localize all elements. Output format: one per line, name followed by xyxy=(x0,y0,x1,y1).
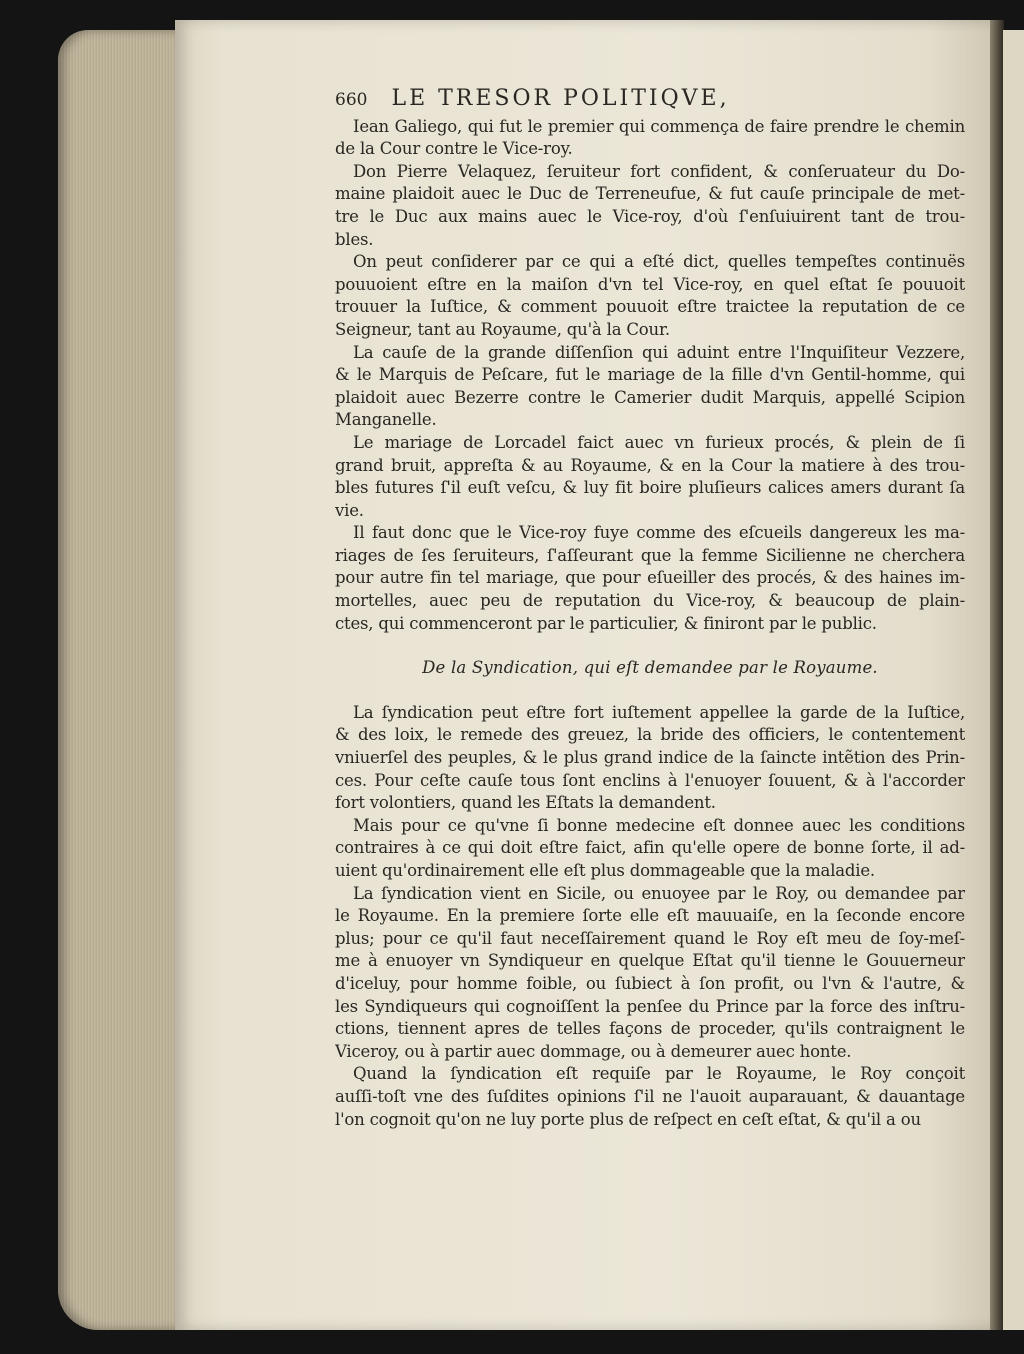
text-line: trouuer la Iuſtice, & comment pouuoit eſtre traictee la reputation de ce xyxy=(335,297,965,317)
text-line: & des loix, le remede des greuez, la bride des officiers, le contentement xyxy=(335,725,965,745)
text-line: auſſi-toſt vne des ſuſdites opinions ſ'il ne l'auoit auparauant, & dauantage xyxy=(335,1086,965,1106)
page-text xyxy=(335,88,965,1131)
text-line: ctes, qui commenceront par le particulier, & finiront par le public. xyxy=(335,613,877,633)
text-line: les Syndiqueurs qui cognoiſſent la penſee du Prince par la force des inſtru- xyxy=(335,996,965,1016)
text-line: ces. Pour ceſte cauſe tous ſont enclins à l'enuoyer ſouuent, & à l'accorder xyxy=(335,770,965,790)
facing-page-edge xyxy=(1003,30,1024,1330)
text-line: La ſyndication peut eſtre fort iuſtement appellee la garde de la Iuſtice, xyxy=(353,702,965,722)
paragraph xyxy=(335,161,965,251)
text-line: pouuoient eſtre en la maiſon d'vn tel Vice-roy, en quel eſtat ſe pouuoit xyxy=(335,274,965,294)
text-line: Don Pierre Velaquez, ſeruiteur fort confident, & conſeruateur du Do- xyxy=(353,161,965,181)
text-line: d'iceluy, pour homme foible, ou ſubiect à ſon profit, ou l'vn & l'autre, & xyxy=(335,973,965,993)
text-line: le Royaume. En la premiere ſorte elle eſt mauuaiſe, en la ſeconde encore xyxy=(335,906,965,926)
text-line: tre le Duc aux mains auec le Vice-roy, d'où ſ'enſuiuirent tant de trou- xyxy=(335,206,965,226)
page-number: 660 xyxy=(335,90,368,110)
text-line: & le Marquis de Peſcare, fut le mariage de la fille d'vn Gentil-homme, qui xyxy=(335,365,965,385)
paragraph xyxy=(335,1063,965,1131)
text-line: mortelles, auec peu de reputation du Vice-roy, & beaucoup de plain- xyxy=(335,591,965,611)
paragraph xyxy=(335,342,965,432)
book-gutter xyxy=(990,20,1004,1330)
text-line: La cauſe de la grande diſſenſion qui aduint entre l'Inquiſiteur Vezzere, xyxy=(353,342,965,362)
paragraph xyxy=(335,815,965,883)
text-line: ctions, tiennent apres de telles façons de proceder, qu'ils contraignent le xyxy=(335,1019,965,1039)
text-line: bles. xyxy=(335,229,374,249)
text-line: plaidoit auec Bezerre contre le Camerier dudit Marquis, appellé Scipion xyxy=(335,387,965,407)
text-line: uient qu'ordinairement elle eſt plus dommageable que la maladie. xyxy=(335,861,875,880)
text-line: Mais pour ce qu'vne ſi bonne medecine eſt donnee auec les conditions xyxy=(353,815,965,835)
text-line: pour autre fin tel mariage, que pour eſueiller des procés, & des haines im- xyxy=(335,568,965,588)
text-line: bles futures ſ'il euſt veſcu, & luy fit boire pluſieurs calices amers durant ſa xyxy=(335,478,965,498)
page-edges xyxy=(58,30,180,1330)
page-header xyxy=(335,88,965,112)
text-line: maine plaidoit auec le Duc de Terreneufue, & fut cauſe principale de met- xyxy=(335,184,965,204)
paragraph xyxy=(335,251,965,341)
text-line: La ſyndication vient en Sicile, ou enuoyee par le Roy, ou demandee par xyxy=(353,883,965,903)
text-line: Manganelle. xyxy=(335,410,437,430)
text-line: riages de ſes ſeruiteurs, ſ'aſſeurant que la femme Sicilienne ne cherchera xyxy=(335,545,965,565)
text-line: me à enuoyer vn Syndiqueur en quelque Eſtat qu'il tienne le Gouuerneur xyxy=(335,951,965,971)
running-title: LE TRESOR POLITIQVE, xyxy=(391,86,730,111)
text-line: Quand la ſyndication eſt requiſe par le Royaume, le Roy conçoit xyxy=(353,1064,965,1084)
text-line: Seigneur, tant au Royaume, qu'à la Cour. xyxy=(335,319,670,339)
paragraph xyxy=(335,432,965,522)
paragraph xyxy=(335,883,965,1064)
section-heading: De la Syndication, qui eſt demandee par le Royaume. xyxy=(422,658,878,678)
text-line: On peut conſiderer par ce qui a eſté dict, quelles tempeſtes continuës xyxy=(353,252,965,272)
paragraph xyxy=(335,116,965,161)
text-line: Le mariage de Lorcadel faict auec vn furieux procés, & plein de ſi xyxy=(353,432,965,452)
text-line: de la Cour contre le Vice-roy. xyxy=(335,139,573,159)
text-line: l'on cognoit qu'on ne luy porte plus de reſpect en ceſt eſtat, & qu'il a ou xyxy=(335,1109,921,1129)
paragraphs-bottom xyxy=(335,702,965,1131)
text-line: Il faut donc que le Vice-roy fuye comme des eſcueils dangereux les ma- xyxy=(353,523,965,543)
paragraph xyxy=(335,522,965,635)
text-line: fort volontiers, quand les Eſtats la demandent. xyxy=(335,793,716,813)
text-line: Viceroy, ou à partir auec dommage, ou à demeurer auec honte. xyxy=(335,1041,852,1061)
paragraphs-top xyxy=(335,116,965,636)
text-line: grand bruit, appreſta & au Royaume, & en la Cour la matiere à des trou- xyxy=(335,455,965,475)
text-line: contraires à ce qui doit eſtre faict, afin qu'elle opere de bonne ſorte, il ad- xyxy=(335,838,965,858)
text-line: vie. xyxy=(335,500,364,520)
text-line: plus; pour ce qu'il faut neceſſairement quand le Roy eſt meu de ſoy-meſ- xyxy=(335,928,965,948)
paragraph xyxy=(335,702,965,815)
text-line: Iean Galiego, qui fut le premier qui commença de faire prendre le chemin xyxy=(353,116,965,136)
text-line: vniuerſel des peuples, & le plus grand indice de la ſaincte intẽtion des Prin- xyxy=(335,748,965,768)
